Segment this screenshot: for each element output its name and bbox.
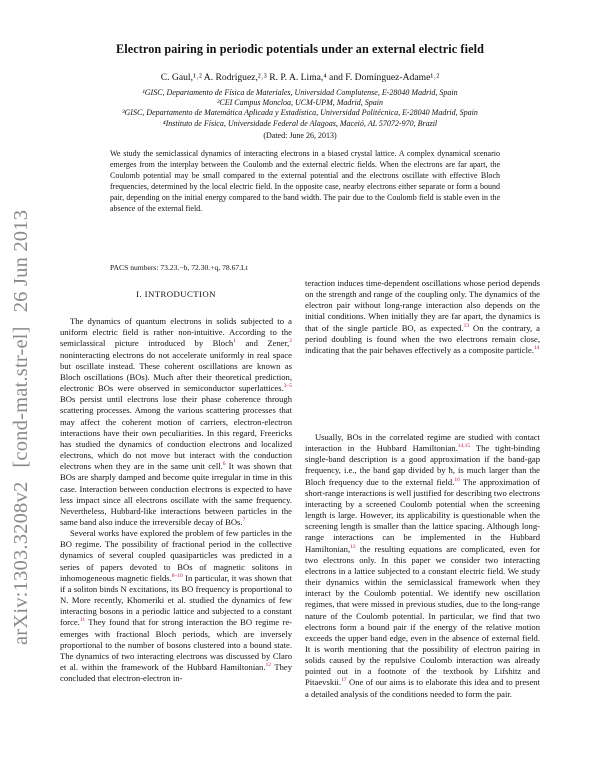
section-heading: I. INTRODUCTION	[136, 289, 216, 299]
ref-link[interactable]: 7	[242, 517, 246, 524]
paragraph-1: The dynamics of quantum electrons in solids subjected to a uniform electric field is rather non-intuitive. According to the semiclassical picture introduced by Bloch$^1$ and Zener,$^2$ noninteracting electrons do not accelerate uniformly in real space but oscillate instead. These coherent oscillations are known as Bloch oscillations (BOs). Much after their theoretical prediction, electronic BOs were observed in semiconductor superlattices.$^{3-5}$ BOs persist until electrons lose their phase coherence through scattering processes. Among the various scattering processes that may affect the coherent motion of carriers, electron-electron interactions have their own peculiarities. In this regard, Freericks has studied the dynamics of conduction electrons and localized electrons, which do not move but interact with the conduction electrons when they are in the same unit cell.$^6$ It was shown that BOs are sharply damped and become quite irregular in time in this case. Interaction between conduction electrons is expected to have less impact since all electrons oscillate with the same frequency. Nevertheless, Hubbard-like interactions between particles in the same band also induce the irreversible decay of BOs.$^7$	[60, 316, 292, 527]
right-column-top	[305, 278, 540, 356]
ref-link[interactable]: 16	[454, 476, 460, 483]
ref-link[interactable]: 12	[350, 543, 356, 550]
ref-link[interactable]: 12	[265, 662, 271, 669]
left-column	[60, 289, 292, 684]
ref-link[interactable]: 8–10	[171, 572, 183, 579]
paragraph-4: Usually, BOs in the correlated regime are studied with contact interaction in the Hubbard Hamiltonian.$^{14,15}$ The tight-binding single-band description is a good approximation if the band-gap frequency, i.e., the band gap divided by ħ, is much larger than the Bloch frequency due to the external field.$^{16}$ The approximation of short-range interactions is well justified for describing two electrons interacting by a screened Coulomb potential when the screening length is large. However, its applicability is questionable when the screening length is smaller than the lattice spacing. Although long-range interactions can be implemented in the Hubbard Hamiltonian,$^{12}$ the resulting equations are complicated, even for two electrons only. In this paper we consider two interacting electrons in a lattice subjected to a constant electric field. We study their dynamics within the semiclassical framework when they interact by the Coulomb potential. We identify new oscillation regimes, that were missed in previous studies, due to the long-range nature of the Coulomb potential. In particular, we find that two electrons form a bound pair if the energy of the relative motion exceeds the upper band edge, even in the absence of external field. It is worth mentioning that the possibility of electron pairing in solids caused by the repulsive Coulomb interaction was already pointed out in a footnote of the textbook by Lifshitz and Pitaevskii.$^{17}$ One of our aims is to elaborate this idea and to present a detailed analysis of the conditions needed to form the pair.	[305, 432, 540, 699]
paper-title: Electron pairing in periodic potentials under an external electric field	[116, 42, 484, 56]
ref-link[interactable]: 3–5	[283, 383, 292, 390]
ref-link[interactable]: 14	[533, 345, 540, 352]
arxiv-date: 26 Jun 2013	[10, 209, 32, 313]
ref-link[interactable]: 6	[222, 461, 226, 468]
abstract: We study the semiclassical dynamics of interacting electrons in a biased crystal lattice. A complex dynamical scenario emerges from the interplay between the Coulomb and the external electric fields. When the electrons are far apart, the Coulomb potential may be small compared to the external potential and the electrons oscillate with effective Bloch frequencies, determined by the local electric field. In the opposite case, nearby electrons either separate or form a bound pair, depending on the initial energy compared to the band width. The pair due to the Coulomb field is stable even in the absence of the external field.	[110, 149, 500, 213]
right-column-bottom	[305, 432, 540, 700]
ref-link[interactable]: 1	[233, 338, 236, 345]
ref-link[interactable]: 17	[341, 677, 347, 684]
affiliation-1: ¹GISC, Departamento de Física de Materiales, Universidad Complutense, E-28040 Madrid, Spain	[142, 88, 458, 97]
arxiv-category: [cond-mat.str-el]	[10, 326, 32, 468]
affiliation-2: ²CEI Campus Moncloa, UCM-UPM, Madrid, Spain	[217, 98, 383, 108]
dated-line: (Dated: June 26, 2013)	[263, 131, 337, 140]
ref-link[interactable]: 2	[289, 338, 292, 345]
paragraph-2: Several works have explored the problem of few particles in the BO regime. The possibility of fractional period in the collective dynamics of several coupled quasiparticles was predicted in a series of papers devoted to BOs of magnetic solitons in inhomogeneous magnetic fields.$^{8-10}$ In particular, it was shown that if a soliton binds N excitations, its BO frequency is proportional to N. More recently, Khomeriki et al. studied the dynamics of few interacting bosons in a periodic lattice and subjected to a constant force.$^{11}$ They found that for strong interaction the BO regime re-emerges with fractional Bloch periods, which are inversely proportional to the number of bosons clustered into a bound state. The dynamics of two interacting electrons was discussed by Claro et al. within the framework of the Hubbard Hamiltonian.$^{12}$ They concluded that electron-electron in-	[60, 528, 292, 684]
ref-link[interactable]: 11	[79, 617, 86, 624]
ref-link[interactable]: 14,15	[457, 443, 471, 450]
affiliation-4: ⁴Instituto de Física, Universidade Federal de Alagoas, Maceió, AL 57072-970, Brazil	[162, 118, 438, 128]
arxiv-sidebar-stamp	[10, 209, 32, 645]
arxiv-id: arXiv:1303.3208v2	[10, 481, 32, 645]
pacs-numbers: PACS numbers: 73.23.−b, 72.30.+q, 78.67.Lt	[110, 263, 248, 272]
paragraph-3: teraction induces time-dependent oscillations whose period depends on the strength and range of the coupling only. The dynamics of the electron pair without long-range interaction also depends on the initial conditions. When initially they are far apart, the dynamics is that of the single particle BO, as expected.$^{13}$ On the contrary, a period doubling is found when the two electrons remain close, indicating that the pair behaves effectively as a composite particle.$^{14}$	[305, 278, 540, 355]
ref-link[interactable]: 13	[463, 322, 470, 329]
affiliations	[70, 88, 530, 129]
affiliation-3: ³GISC, Departamento de Matemática Aplicada y Estadística, Universidad Politécnica, E-28040 Madrid, Spain	[122, 108, 478, 118]
author-list: C. Gaul,¹˒² A. Rodríguez,²˒³ R. P. A. Lima,⁴ and F. Domínguez-Adame¹˒²	[160, 72, 440, 83]
